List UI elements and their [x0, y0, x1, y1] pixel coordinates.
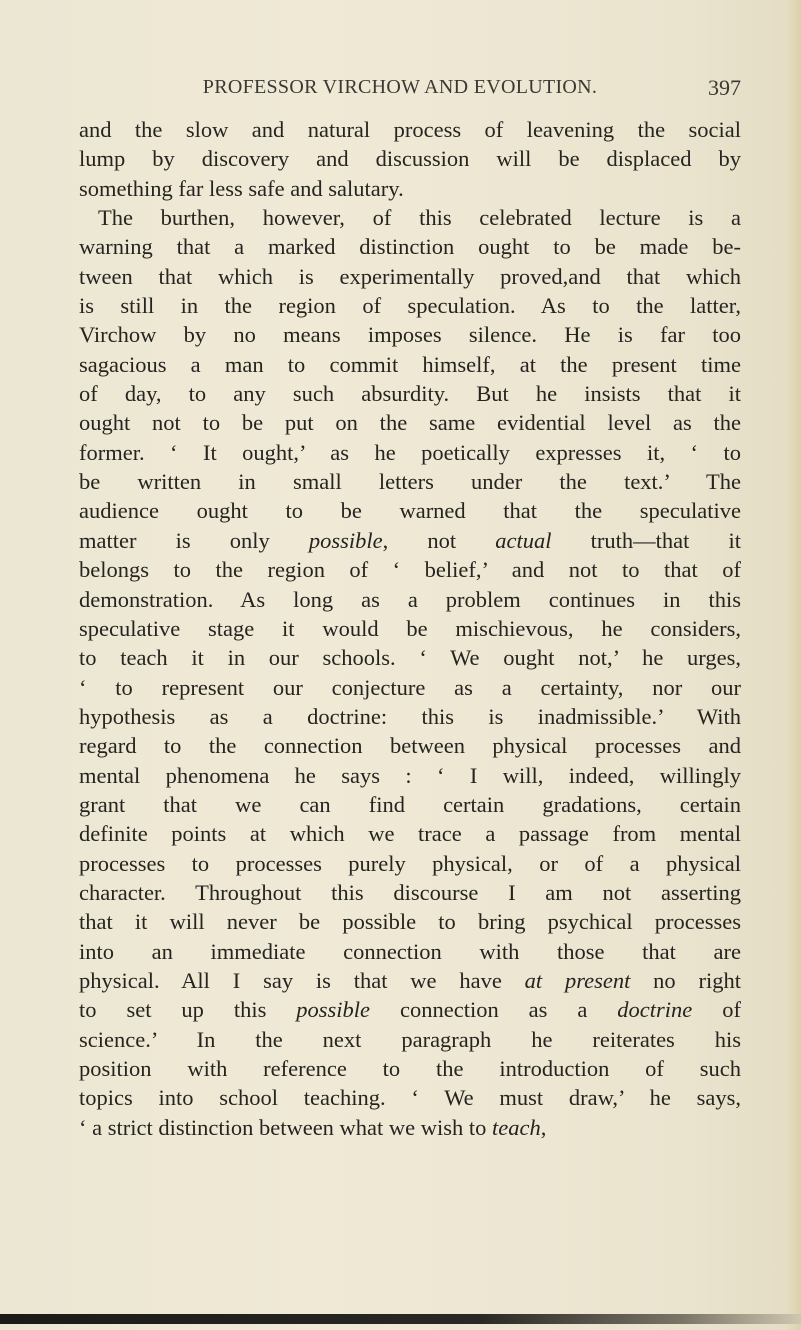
text-line: definite points at which we trace a passage from mental	[79, 821, 741, 847]
text-line: lump by discovery and discussion will be displaced by	[79, 146, 741, 172]
italic-text: at present	[524, 967, 631, 993]
text-line: tween that which is experimentally proved,and that which	[79, 263, 741, 289]
text-line: science.’ In the next paragraph he reiterates his	[79, 1026, 741, 1052]
text-line: sagacious a man to commit himself, at the present time	[79, 351, 741, 377]
text-line: speculative stage it would be mischievous, he considers,	[79, 615, 741, 641]
italic-text: possible	[308, 527, 383, 553]
page-edge-shadow	[787, 0, 801, 1330]
text-line: belongs to the region of ‘ belief,’ and not to that of	[79, 557, 741, 583]
running-title: PROFESSOR VIRCHOW AND EVOLUTION.	[202, 76, 598, 98]
text-line: grant that we can find certain gradations, certain	[79, 791, 741, 817]
text-line: physical. All I say is that we have at present no right	[79, 967, 741, 993]
text-line: character. Throughout this discourse I am not asserting	[79, 879, 741, 905]
text-line: regard to the connection between physical processes and	[79, 733, 741, 759]
text-line: of day, to any such absurdity. But he insists that it	[79, 381, 741, 407]
text-line: be written in small letters under the text.’ The	[79, 469, 741, 495]
text-line: something far less safe and salutary.	[79, 175, 404, 201]
italic-text: teach	[492, 1114, 541, 1140]
text-line: is still in the region of speculation. As to the latter,	[79, 293, 741, 319]
paragraph-start-line: The burthen, however, of this celebrated lecture is a	[98, 205, 741, 231]
text-line: audience ought to be warned that the speculative	[79, 498, 741, 524]
text-line: to set up this possible connection as a doctrine of	[79, 997, 741, 1023]
text-line: former. ‘ It ought,’ as he poetically expresses it, ‘ to	[79, 439, 741, 465]
text-line: ‘ a strict distinction between what we wish to teach,	[79, 1114, 547, 1140]
text-line: ‘ to represent our conjecture as a certainty, nor our	[79, 674, 741, 700]
italic-text: actual	[495, 527, 552, 553]
italic-text: doctrine	[617, 997, 693, 1023]
italic-text: possible	[296, 997, 371, 1023]
body-text	[79, 115, 741, 1142]
text-line: matter is only possible, not actual truth—that it	[79, 527, 741, 553]
text-line: position with reference to the introduction of such	[79, 1056, 741, 1081]
text-line: to teach it in our schools. ‘ We ought not,’ he urges,	[79, 645, 741, 671]
text-line: hypothesis as a doctrine: this is inadmissible.’ With	[79, 703, 741, 729]
text-line: warning that a marked distinction ought to be made be-	[79, 234, 741, 260]
text-line: demonstration. As long as a problem continues in this	[79, 586, 741, 612]
text-line: and the slow and natural process of leavening the social	[79, 117, 741, 142]
text-line: topics into school teaching. ‘ We must draw,’ he says,	[79, 1085, 741, 1111]
page-number: 397	[708, 75, 741, 100]
text-line: mental phenomena he says : ‘ I will, indeed, willingly	[79, 762, 741, 788]
text-line: ought not to be put on the same evidential level as the	[79, 410, 741, 436]
text-line: processes to processes purely physical, or of a physical	[79, 850, 741, 876]
text-line: Virchow by no means imposes silence. He is far too	[79, 322, 741, 348]
text-line: into an immediate connection with those that are	[79, 938, 741, 964]
scan-bottom-border	[0, 1314, 801, 1324]
text-line: that it will never be possible to bring psychical processes	[79, 909, 741, 935]
